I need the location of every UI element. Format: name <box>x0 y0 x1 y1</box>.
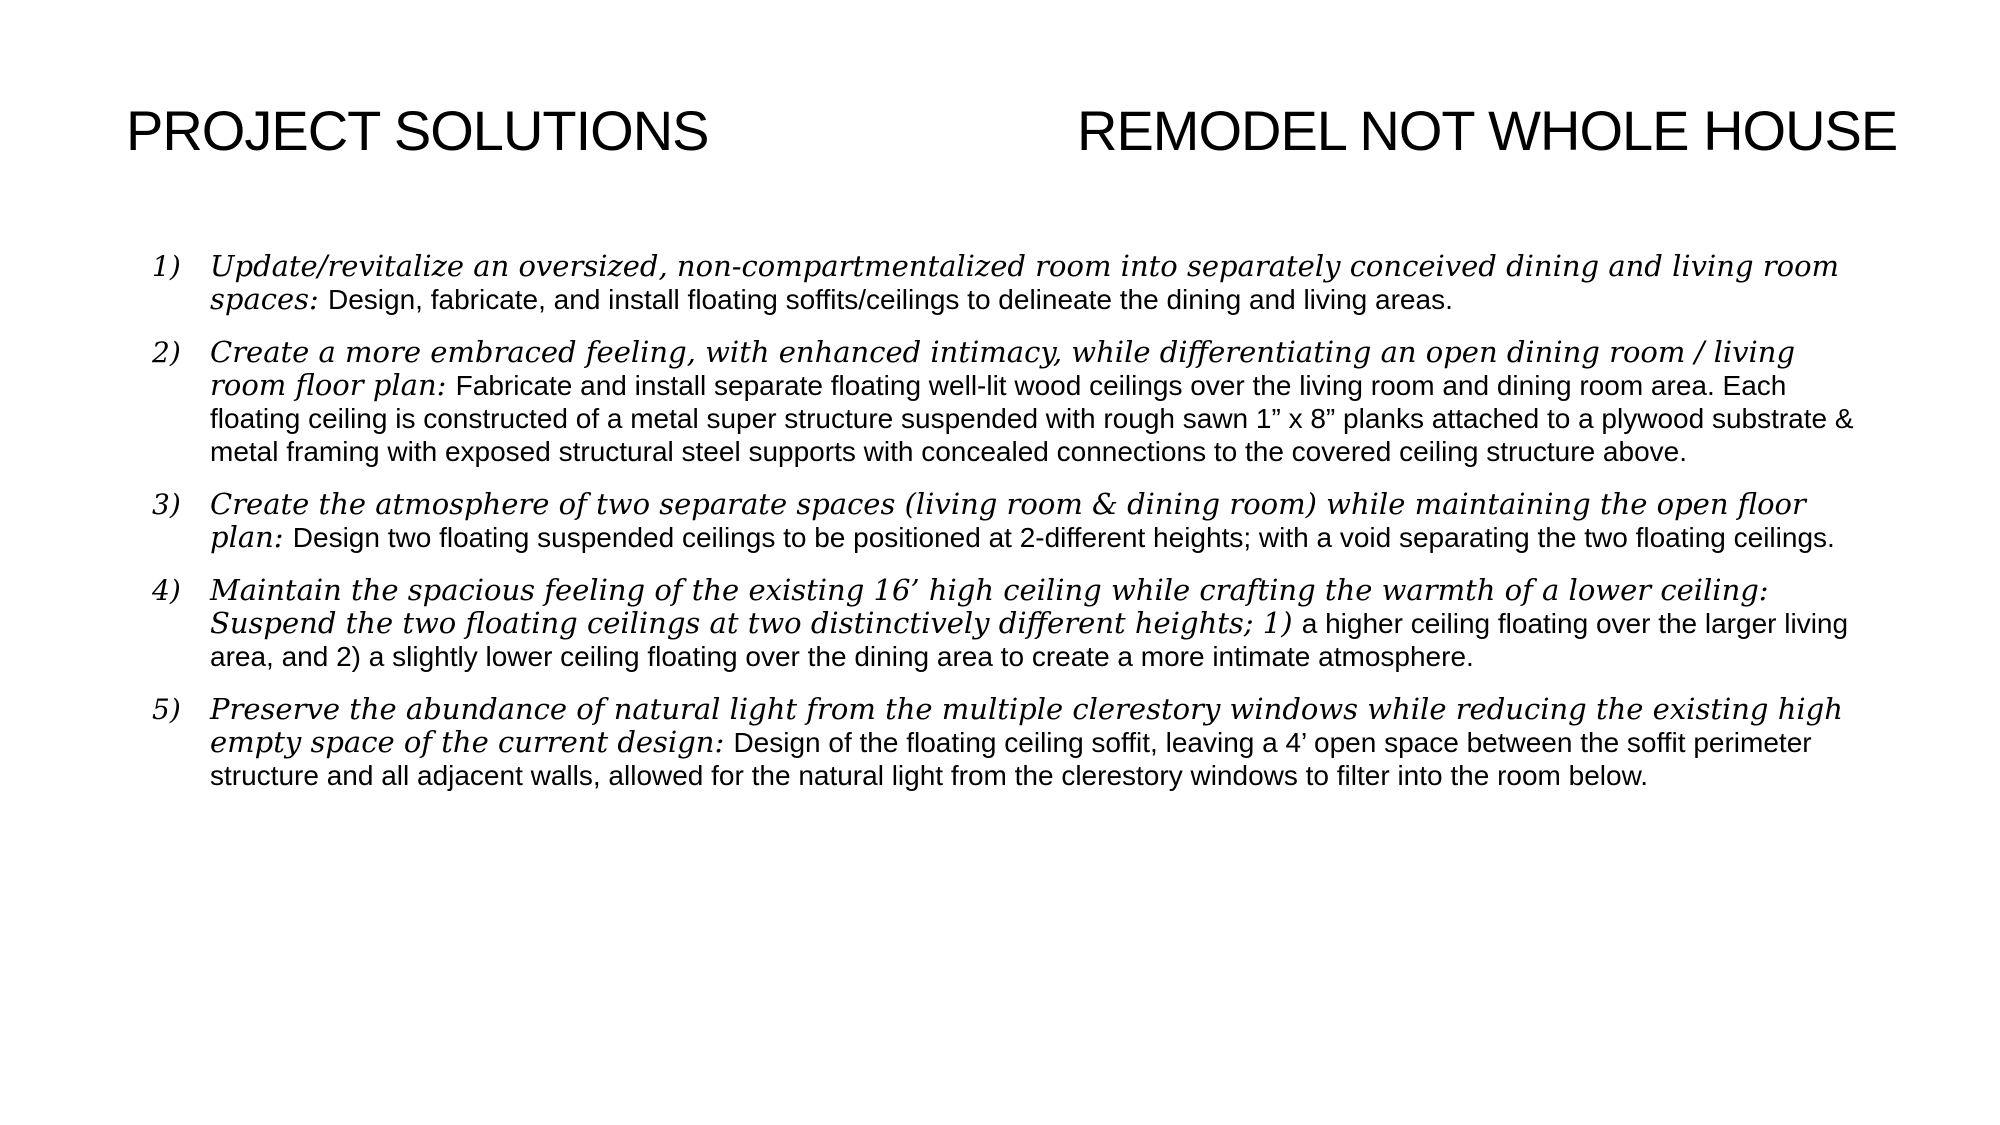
item-body: Design of the floating ceiling soffit, leaving a 4’ open space between the soffit perimeter structure and all adjacent walls, allowed for the natural light from the clerestory windows to filter into the room below. <box>210 727 1812 791</box>
item-body: Design, fabricate, and install floating soffits/ceilings to delineate the dining and living areas. <box>328 284 1453 315</box>
page-subtitle: REMODEL NOT WHOLE HOUSE <box>1077 99 1898 162</box>
item-body: a higher ceiling floating over the larger living area, and 2) a slightly lower ceiling floating over the dining area to create a more intimate atmosphere. <box>210 608 1849 672</box>
item-number: 3) <box>152 488 181 521</box>
item-number: 2) <box>152 336 181 369</box>
item-lead: Preserve the abundance of natural light from the multiple clerestory windows while reducing the existing high empty space of the current design: <box>210 692 1843 759</box>
item-lead: Create a more embraced feeling, with enhanced intimacy, while differentiating an open dining room / living room floor plan: <box>210 335 1796 402</box>
item-body: Fabricate and install separate floating well-lit wood ceilings over the living room and dining room area. Each floating ceiling is constructed of a metal super structure suspended with rough sawn 1” x 8” planks attached to a plywood substrate & metal framing with exposed structural steel supports with concealed connections to the covered ceiling structure above. <box>210 370 1854 467</box>
item-lead: Update/revitalize an oversized, non-compartmentalized room into separately conceived dining and living room spaces: <box>210 249 1840 316</box>
list-item <box>152 488 1872 554</box>
list-item <box>152 574 1872 673</box>
page-title: PROJECT SOLUTIONS <box>126 99 709 162</box>
solutions-list <box>152 250 1872 812</box>
item-number: 4) <box>152 574 181 607</box>
item-lead: Maintain the spacious feeling of the existing 16’ high ceiling while crafting the warmth of a lower ceiling: Suspend the two floating ceilings at two distinctively different heights; 1) <box>210 573 1769 640</box>
list-item <box>152 693 1872 792</box>
list-item <box>152 336 1872 468</box>
item-body: Design two floating suspended ceilings to be positioned at 2-different heights; with a void separating the two floating ceilings. <box>292 522 1835 553</box>
item-number: 1) <box>152 250 181 283</box>
item-lead: Create the atmosphere of two separate spaces (living room & dining room) while maintaining the open floor plan: <box>210 487 1806 554</box>
item-number: 5) <box>152 693 181 726</box>
list-item <box>152 250 1872 316</box>
